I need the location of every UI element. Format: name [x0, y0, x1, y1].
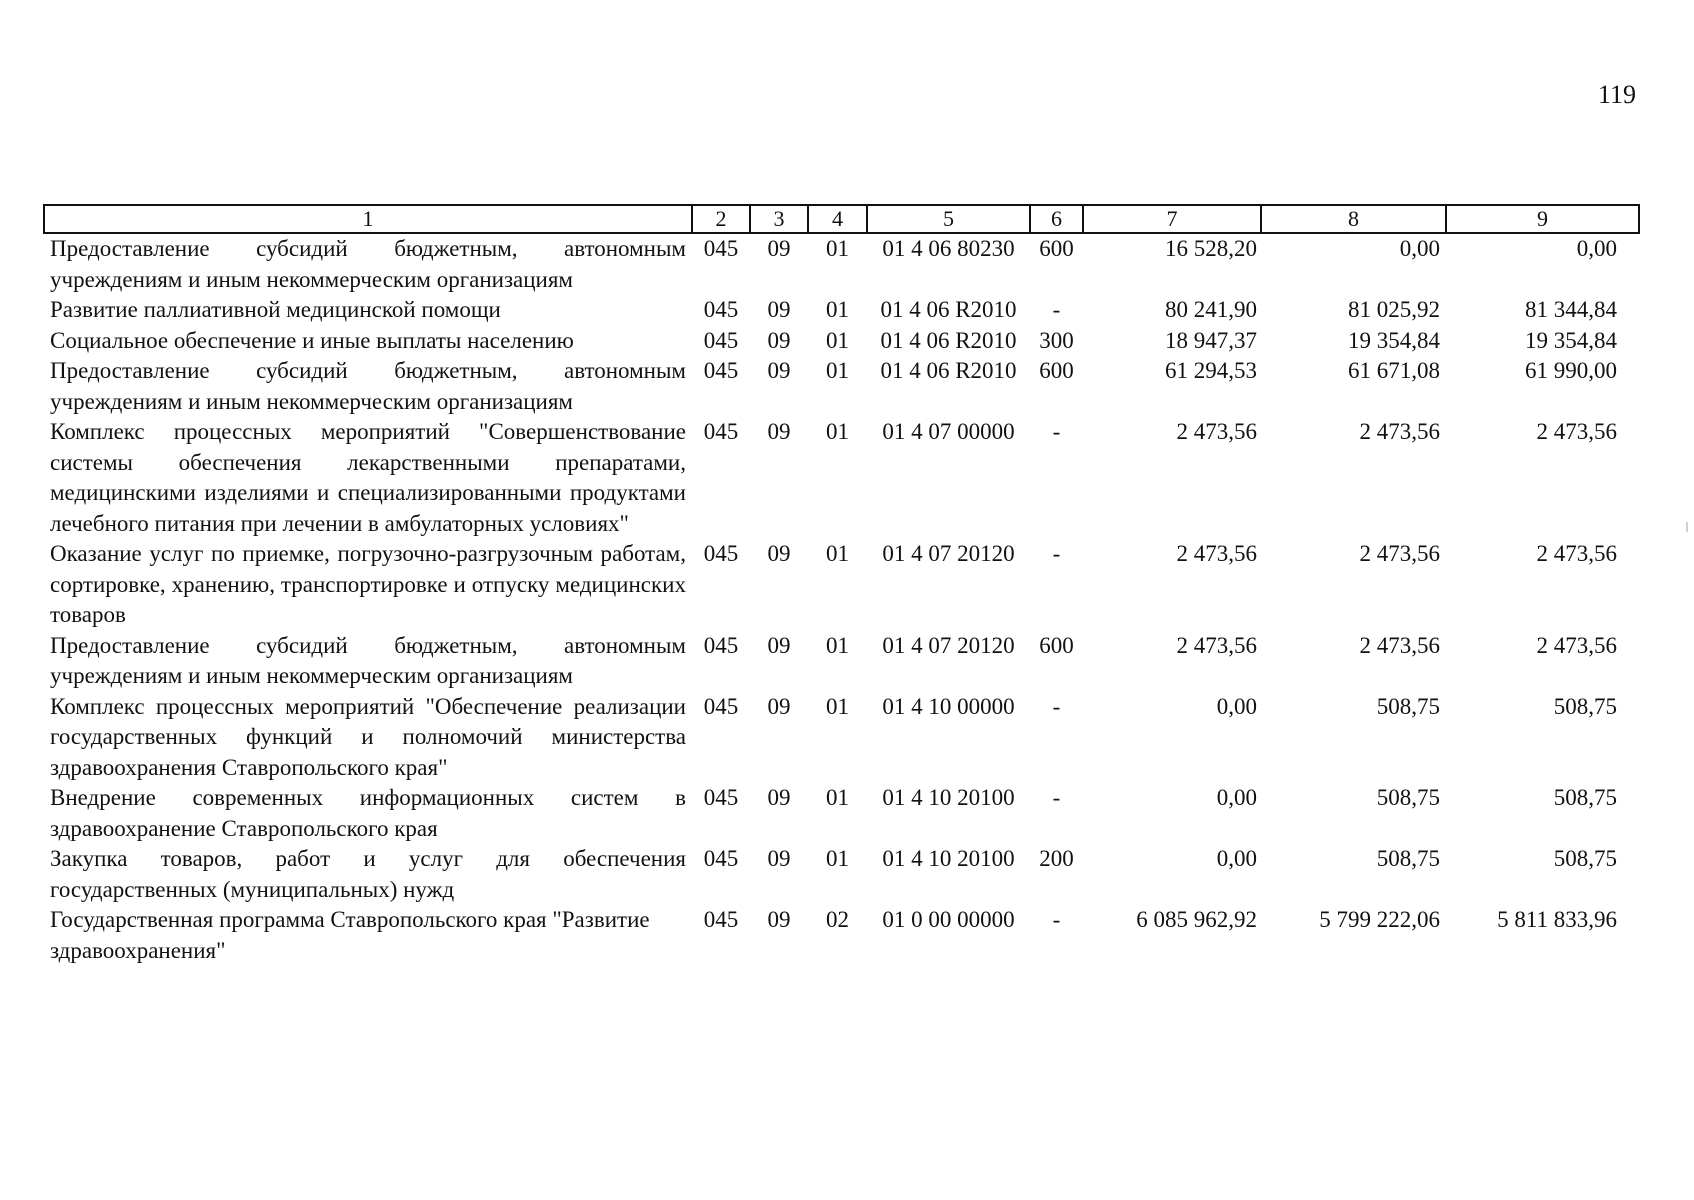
cell-subsection: 01 [826, 785, 849, 810]
cell-amount-col8: 2 473,56 [1359, 541, 1440, 566]
cell-section: 09 [767, 297, 791, 322]
cell-ministry-code: 045 [703, 327, 739, 353]
cell-target-article: 01 4 06 R2010 [880, 327, 1017, 353]
table-row [44, 539, 1639, 631]
cell-ministry-code: 045 [703, 419, 739, 444]
cell-expense-type: - [1052, 907, 1061, 932]
cell-name: Комплекс процессных мероприятий "Обеспечение реализации государственных функций и полномочий министерства здравоохранения Ставропольского края" [50, 693, 686, 780]
table-row [44, 905, 1639, 966]
cell-amount-col9: 5 811 833,96 [1497, 907, 1617, 932]
cell-amount-col7: 2 473,56 [1176, 541, 1257, 566]
cell-amount-col9: 508,75 [1553, 693, 1617, 719]
cell-subsection: 02 [826, 907, 849, 932]
cell-ministry-code: 045 [703, 297, 739, 322]
cell-amount-col9: 2 473,56 [1536, 632, 1617, 658]
header-row [44, 205, 1639, 233]
cell-subsection: 01 [826, 419, 849, 444]
cell-name: Комплекс процессных мероприятий "Совершенствование системы обеспечения лекарственными препаратами, медицинскими изделиями и специализированными продуктами лечебного питания при лечении в амбулаторных условиях" [50, 419, 686, 536]
cell-amount-col9: 0,00 [1576, 236, 1617, 261]
cell-amount-col8: 508,75 [1376, 785, 1440, 810]
cell-amount-col8: 5 799 222,06 [1319, 907, 1440, 932]
cell-section: 09 [767, 419, 791, 444]
cell-section: 09 [767, 358, 791, 383]
cell-amount-col8: 81 025,92 [1348, 297, 1440, 322]
cell-expense-type: - [1052, 541, 1061, 566]
column-header-2: 2 [692, 205, 750, 233]
cell-amount-col7: 18 947,37 [1165, 327, 1257, 353]
cell-amount-col7: 0,00 [1216, 785, 1257, 810]
cell-amount-col7: 6 085 962,92 [1136, 907, 1257, 932]
cell-amount-col7: 16 528,20 [1165, 236, 1257, 261]
table-row [44, 295, 1639, 326]
cell-subsection: 01 [826, 297, 849, 322]
budget-table [43, 204, 1640, 966]
cell-section: 09 [767, 693, 791, 719]
page-number: 119 [1597, 80, 1636, 109]
cell-expense-type: 600 [1039, 358, 1074, 383]
table-row [44, 356, 1639, 417]
cell-amount-col9: 2 473,56 [1536, 419, 1617, 444]
cell-amount-col8: 19 354,84 [1348, 327, 1440, 353]
cell-name: Предоставление субсидий бюджетным, автономным учреждениям и иным некоммерческим организациям [50, 632, 686, 688]
cell-ministry-code: 045 [703, 632, 739, 658]
cell-amount-col8: 61 671,08 [1348, 358, 1440, 383]
cell-ministry-code: 045 [703, 358, 739, 383]
scan-margin-mark [1686, 522, 1688, 532]
cell-subsection: 01 [826, 358, 849, 383]
cell-amount-col7: 0,00 [1216, 693, 1257, 719]
cell-section: 09 [767, 541, 791, 566]
cell-section: 09 [767, 236, 791, 261]
cell-amount-col8: 508,75 [1376, 846, 1440, 871]
cell-section: 09 [767, 846, 791, 871]
cell-amount-col9: 508,75 [1553, 846, 1617, 871]
cell-ministry-code: 045 [703, 846, 739, 871]
cell-subsection: 01 [826, 236, 849, 261]
cell-amount-col9: 508,75 [1553, 785, 1617, 810]
cell-expense-type: 600 [1039, 632, 1074, 658]
cell-subsection: 01 [826, 541, 849, 566]
cell-amount-col9: 81 344,84 [1525, 297, 1617, 322]
cell-subsection: 01 [826, 846, 849, 871]
column-header-8: 8 [1261, 205, 1446, 233]
table-row [44, 233, 1639, 295]
cell-name: Закупка товаров, работ и услуг для обеспечения государственных (муниципальных) нужд [50, 846, 686, 902]
column-header-4: 4 [808, 205, 867, 233]
cell-section: 09 [767, 907, 791, 932]
cell-ministry-code: 045 [703, 236, 739, 261]
column-header-6: 6 [1030, 205, 1083, 233]
cell-target-article: 01 0 00 00000 [882, 907, 1015, 932]
cell-section: 09 [767, 327, 791, 353]
cell-subsection: 01 [826, 632, 849, 658]
cell-target-article: 01 4 10 20100 [882, 785, 1015, 810]
cell-name: Предоставление субсидий бюджетным, автономным учреждениям и иным некоммерческим организациям [50, 236, 686, 292]
column-header-9: 9 [1446, 205, 1639, 233]
table-row [44, 783, 1639, 844]
cell-expense-type: - [1052, 693, 1061, 719]
cell-expense-type: 200 [1039, 846, 1074, 871]
cell-ministry-code: 045 [703, 785, 739, 810]
table-row [44, 631, 1639, 692]
cell-name: Предоставление субсидий бюджетным, автономным учреждениям и иным некоммерческим организациям [50, 358, 686, 414]
cell-amount-col7: 80 241,90 [1165, 297, 1257, 322]
cell-expense-type: - [1052, 785, 1061, 810]
cell-ministry-code: 045 [703, 907, 739, 932]
cell-expense-type: 300 [1039, 327, 1074, 353]
cell-name: Государственная программа Ставропольского края "Развитие здравоохранения" [50, 907, 650, 963]
cell-target-article: 01 4 07 20120 [882, 541, 1015, 566]
cell-target-article: 01 4 10 00000 [882, 693, 1015, 719]
cell-amount-col7: 2 473,56 [1176, 419, 1257, 444]
table-row [44, 692, 1639, 784]
cell-target-article: 01 4 06 80230 [882, 236, 1015, 261]
cell-expense-type: - [1052, 297, 1061, 322]
cell-expense-type: - [1052, 419, 1061, 444]
cell-target-article: 01 4 10 20100 [882, 846, 1015, 871]
cell-target-article: 01 4 07 20120 [882, 632, 1015, 658]
cell-amount-col8: 508,75 [1376, 693, 1440, 719]
column-header-1: 1 [44, 205, 692, 233]
table-row [44, 326, 1639, 357]
cell-section: 09 [767, 785, 791, 810]
cell-amount-col8: 2 473,56 [1359, 632, 1440, 658]
cell-amount-col7: 2 473,56 [1176, 632, 1257, 658]
table-row [44, 844, 1639, 905]
cell-section: 09 [767, 632, 791, 658]
cell-expense-type: 600 [1039, 236, 1074, 261]
cell-amount-col7: 0,00 [1216, 846, 1257, 871]
cell-amount-col8: 2 473,56 [1359, 419, 1440, 444]
column-header-7: 7 [1083, 205, 1261, 233]
table-row [44, 417, 1639, 539]
cell-name: Социальное обеспечение и иные выплаты населению [50, 327, 574, 353]
cell-ministry-code: 045 [703, 541, 739, 566]
cell-name: Оказание услуг по приемке, погрузочно-разгрузочным работам, сортировке, хранению, транспортировке и отпуску медицинских товаров [50, 541, 686, 627]
table-body [44, 233, 1639, 966]
cell-subsection: 01 [826, 693, 849, 719]
cell-target-article: 01 4 06 R2010 [880, 358, 1017, 383]
cell-amount-col8: 0,00 [1399, 236, 1440, 261]
cell-ministry-code: 045 [703, 693, 739, 719]
table-header [44, 205, 1639, 233]
cell-target-article: 01 4 06 R2010 [880, 297, 1017, 322]
cell-amount-col9: 61 990,00 [1525, 358, 1617, 383]
cell-amount-col9: 2 473,56 [1536, 541, 1617, 566]
cell-name: Развитие паллиативной медицинской помощи [50, 297, 501, 322]
cell-amount-col7: 61 294,53 [1165, 358, 1257, 383]
cell-subsection: 01 [826, 327, 849, 353]
column-header-3: 3 [750, 205, 808, 233]
cell-amount-col9: 19 354,84 [1525, 327, 1617, 353]
cell-target-article: 01 4 07 00000 [882, 419, 1015, 444]
column-header-5: 5 [867, 205, 1030, 233]
cell-name: Внедрение современных информационных систем в здравоохранение Ставропольского края [50, 785, 686, 841]
